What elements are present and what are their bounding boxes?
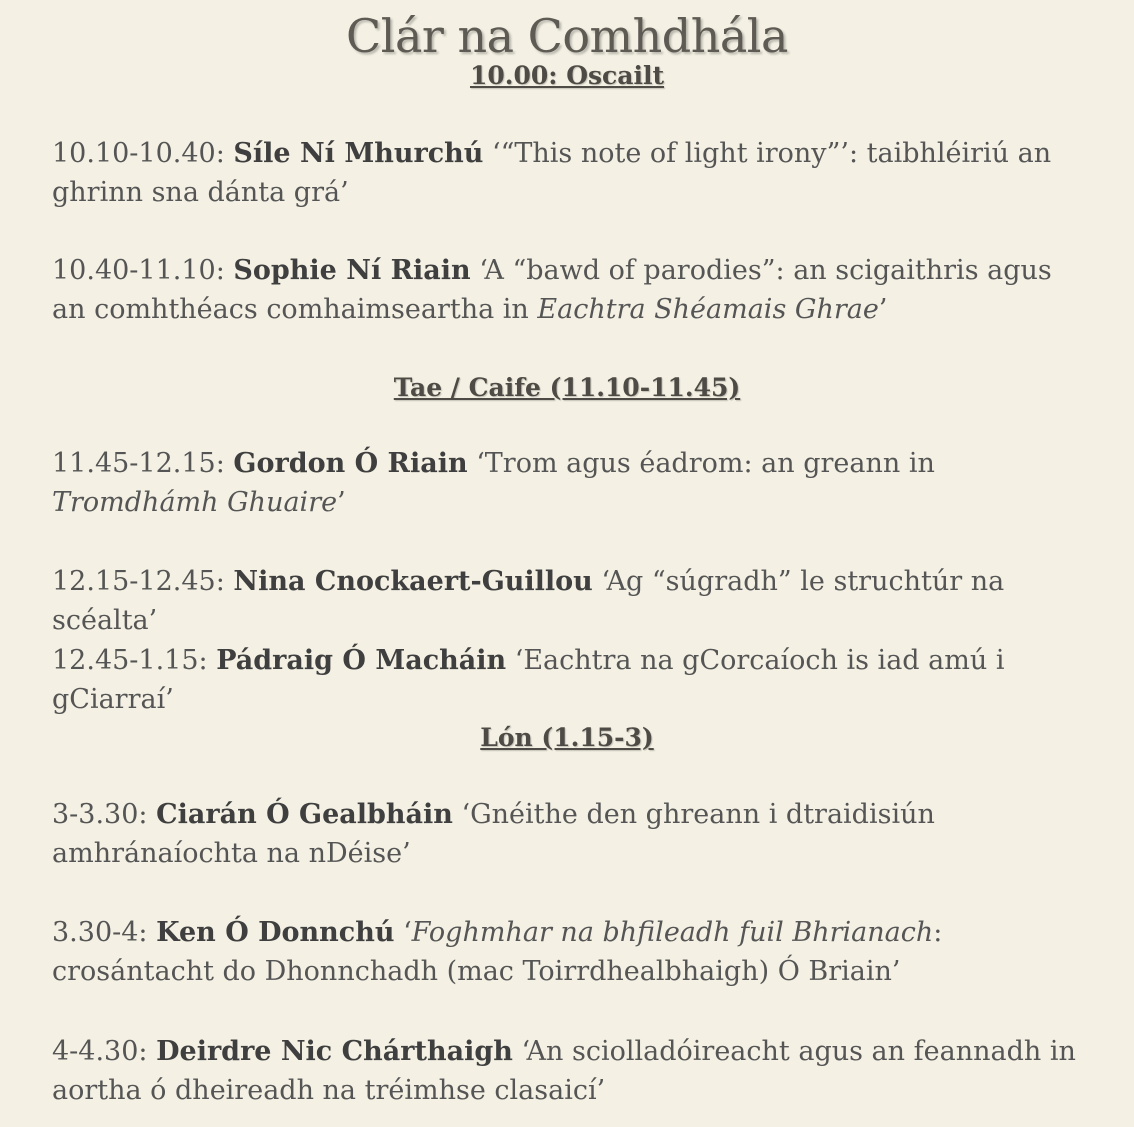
lunch-break-heading: Lón (1.15-3) [480, 723, 654, 752]
session-title: ‘“This note of light irony”’: taibhléiriú an ghrinn sna dánta grá’ [52, 138, 1052, 208]
session-time: 4-4.30: [52, 1036, 157, 1067]
session-speaker: Nina Cnockaert-Guillou [233, 566, 593, 597]
session-speaker: Sophie Ní Riain [233, 255, 471, 286]
session-speaker: Ciarán Ó Gealbháin [156, 799, 453, 830]
session-time: 10.40-11.10: [52, 255, 234, 286]
session-speaker: Pádraig Ó Macháin [216, 645, 507, 676]
session-item [52, 251, 1092, 329]
session-time: 3.30-4: [52, 917, 157, 948]
coffee-break-heading: Tae / Caife (11.10-11.45) [393, 373, 741, 402]
session-title-italic: Foghmhar na bhfileadh fuil Bhrianach [411, 917, 934, 948]
session-title-end: : crosántacht do Dhonnchadh (mac Toirrdhealbhaigh) Ó Briain’ [52, 917, 943, 987]
session-speaker: Gordon Ó Riain [233, 448, 468, 479]
session-title: ‘An sciolladóireacht agus an feannadh in aortha ó dheireadh na tréimhse clasaicí’ [52, 1036, 1076, 1106]
page-title: Clár na Comhdhála [346, 9, 788, 63]
session-item [52, 1032, 1092, 1110]
session-speaker: Síle Ní Mhurchú [233, 138, 484, 169]
opening-heading: 10.00: Oscailt [469, 61, 665, 90]
session-title-italic: Eachtra Shéamais Ghrae [537, 294, 879, 325]
session-title-end: ’ [878, 294, 888, 325]
session-item [52, 562, 1092, 640]
session-title: ‘ [394, 917, 412, 948]
session-time: 11.45-12.15: [52, 448, 234, 479]
session-item [52, 795, 1092, 873]
session-title-end: ’ [337, 487, 346, 518]
session-speaker: Deirdre Nic Chárthaigh [156, 1036, 513, 1067]
session-item [52, 134, 1092, 212]
session-title: ‘Gnéithe den ghreann i dtraidisiún amhránaíochta na nDéise’ [52, 799, 935, 869]
session-title: ‘Eachtra na gCorcaíoch is iad amú i gCiarraí’ [52, 645, 1005, 715]
session-time: 3-3.30: [52, 799, 157, 830]
session-title: ‘A “bawd of parodies”: an scigaithris agus an comhthéacs comhaimseartha in [52, 255, 1052, 325]
session-item [52, 641, 1092, 719]
session-item [52, 444, 1092, 522]
session-title: ‘Ag “súgradh” le struchtúr na scéalta’ [52, 566, 1005, 636]
session-time: 10.10-10.40: [52, 138, 234, 169]
session-time: 12.15-12.45: [52, 566, 234, 597]
session-time: 12.45-1.15: [52, 645, 217, 676]
session-title-italic: Tromdhámh Ghuaire [52, 487, 338, 518]
session-item [52, 913, 1092, 991]
session-speaker: Ken Ó Donnchú [156, 917, 395, 948]
session-title: ‘Trom agus éadrom: an greann in [467, 448, 935, 479]
